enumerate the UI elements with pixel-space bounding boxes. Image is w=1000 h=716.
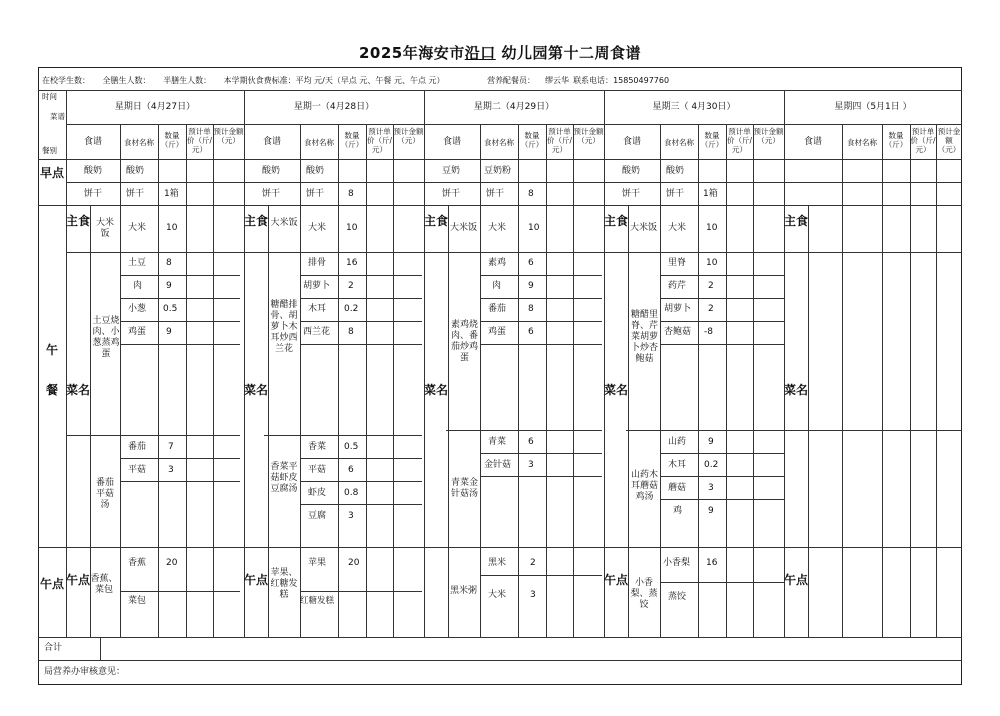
- qty-cell: 8: [166, 258, 172, 268]
- ingredient-cell: 酸奶: [666, 166, 685, 176]
- phone-number: 15850497760: [613, 76, 670, 85]
- ingredient-cell: 胡萝卜: [664, 304, 692, 314]
- col-price: 预计单价（斤/元）: [910, 127, 936, 154]
- col-amount: 预计金额（元）: [393, 127, 424, 145]
- soup-recipe: 青菜金针菇汤: [450, 478, 478, 499]
- meal-snack: 午点: [39, 577, 64, 591]
- col-amount: 预计金额（元）: [213, 127, 244, 145]
- qty-cell: 2: [708, 281, 714, 291]
- col-price: 预计单价（斤/元）: [366, 127, 393, 154]
- ingredient-cell: 菜包: [128, 596, 147, 606]
- ingredient-cell: 肉: [492, 281, 502, 291]
- staple-qty: 10: [166, 223, 178, 233]
- col-qty: 数量（斤）: [340, 131, 364, 149]
- snack-label: 午点: [604, 573, 629, 587]
- qty-cell: 8: [528, 304, 534, 314]
- day-header-thu: 星期四（5月1日 ）: [834, 102, 912, 112]
- qty-cell: 0.8: [344, 488, 359, 498]
- col-amount: 预计金额（元）: [753, 127, 784, 145]
- meal-lunch-b: 餐: [45, 383, 58, 397]
- ingredient-cell: 药芹: [668, 281, 687, 291]
- staple-label: 主食: [784, 214, 809, 228]
- qty-cell: -8: [704, 327, 713, 337]
- staple-label: 主食: [604, 214, 629, 228]
- qty-cell: 1箱: [703, 189, 718, 199]
- col-amount: 预计金额（元）: [573, 127, 604, 145]
- ingredient-cell: 鸡蛋: [488, 327, 507, 337]
- day-header-mon: 星期一（4月28日）: [293, 102, 375, 112]
- ingredient-cell: 蒸饺: [668, 592, 687, 602]
- soup-recipe: 山药木耳蘑菇鸡汤: [630, 470, 658, 502]
- staple-qty: 10: [346, 223, 358, 233]
- ingredient-cell: 饼干: [486, 189, 505, 199]
- corner-meal: 餐别: [42, 146, 57, 155]
- staple-qty: 10: [706, 223, 718, 233]
- staple-recipe: 大米饭: [450, 223, 478, 233]
- col-qty: 数量（斤）: [160, 131, 184, 149]
- ingredient-cell: 大米: [488, 590, 507, 600]
- snack-label: 午点: [66, 573, 91, 587]
- col-qty: 数量（斤）: [700, 131, 724, 149]
- recipe-cell: 豆奶: [442, 166, 461, 176]
- ingredient-cell: 平菇: [308, 465, 327, 475]
- snack-recipe: 苹果、红糖发糕: [270, 568, 298, 600]
- dish-label: 菜名: [66, 383, 91, 397]
- ingredient-cell: 虾皮: [308, 488, 327, 498]
- qty-cell: 1箱: [164, 189, 179, 199]
- col-ingredient: 食材名称: [847, 138, 877, 147]
- qty-cell: 9: [708, 506, 714, 516]
- ingredient-cell: 土豆: [128, 258, 147, 268]
- col-price: 预计单价（斤/元）: [546, 127, 573, 154]
- qty-cell: 3: [530, 590, 536, 600]
- ingredient-cell: 豆腐: [308, 511, 327, 521]
- corner-time: 时间: [42, 92, 57, 101]
- day-header-tue: 星期二（4月29日）: [473, 102, 555, 112]
- page-title: 2025年海安市沿口 幼儿园第十二周食谱: [358, 44, 641, 62]
- ingredient-cell: 番茄: [488, 304, 507, 314]
- staple-ingredient: 大米: [128, 223, 147, 233]
- ingredient-cell: 排骨: [308, 258, 327, 268]
- staple-qty: 10: [528, 223, 540, 233]
- dish-label: 菜名: [424, 383, 449, 397]
- ingredient-cell: 饼干: [306, 189, 325, 199]
- dish-label: 菜名: [244, 383, 269, 397]
- col-recipe: 食谱: [622, 137, 641, 147]
- snack-recipe: 小香梨、蒸饺: [630, 578, 658, 610]
- staple-ingredient: 大米: [308, 223, 327, 233]
- ingredient-cell: 黑米: [488, 558, 507, 568]
- qty-cell: 9: [166, 281, 172, 291]
- ingredient-cell: 木耳: [308, 304, 327, 314]
- dish-recipe: 糖醋排骨、胡萝卜木耳炒西兰花: [270, 300, 298, 354]
- qty-cell: 8: [348, 189, 354, 199]
- day-header-sun: 星期日（4月27日）: [114, 102, 196, 112]
- qty-cell: 6: [348, 465, 354, 475]
- recipe-cell: 饼干: [84, 189, 103, 199]
- ingredient-cell: 小葱: [128, 304, 147, 314]
- qty-cell: 20: [166, 558, 178, 568]
- qty-cell: 6: [528, 258, 534, 268]
- col-price: 预计单价（斤/元）: [726, 127, 753, 154]
- qty-cell: 3: [528, 460, 534, 470]
- ingredient-cell: 素鸡: [488, 258, 507, 268]
- snack-label: 午点: [784, 573, 809, 587]
- ingredient-cell: 香蕉: [128, 558, 147, 568]
- qty-cell: 0.5: [344, 442, 359, 452]
- col-recipe: 食谱: [262, 137, 281, 147]
- fee-standard: 本学期伙食费标准：平均 元/天（早点 元、午餐 元、午点 元）: [223, 76, 445, 85]
- staple-recipe: 大米饭: [95, 218, 114, 239]
- qty-cell: 3: [708, 483, 714, 493]
- ingredient-cell: 西兰花: [303, 327, 331, 337]
- col-ingredient: 食材名称: [484, 138, 514, 147]
- ingredient-cell: 饼干: [126, 189, 145, 199]
- ingredient-cell: 肉: [133, 281, 143, 291]
- phone-label: 联系电话：: [573, 76, 614, 85]
- staple-ingredient: 大米: [668, 223, 687, 233]
- staple-recipe: 大米饭: [270, 218, 298, 228]
- dietitian-label: 营养配餐员：: [487, 76, 536, 85]
- day-header-wed: 星期三（ 4月30日）: [652, 102, 736, 112]
- dish-recipe: 糖醋里脊、芹菜胡萝卜炒杏鲍菇: [630, 310, 658, 364]
- recipe-cell: 酸奶: [622, 166, 641, 176]
- qty-cell: 0.2: [704, 460, 719, 470]
- meal-lunch-a: 午: [45, 343, 58, 357]
- col-qty: 数量（斤）: [520, 131, 544, 149]
- recipe-cell: 酸奶: [262, 166, 281, 176]
- qty-cell: 3: [348, 511, 354, 521]
- ingredient-cell: 香菜: [308, 442, 327, 452]
- ingredient-cell: 番茄: [128, 442, 147, 452]
- snack-recipe: 香蕉、菜包: [90, 574, 118, 595]
- qty-cell: 6: [528, 327, 534, 337]
- qty-cell: 2: [708, 304, 714, 314]
- review-label: 局营养办审核意见：: [44, 667, 126, 677]
- staple-ingredient: 大米: [488, 223, 507, 233]
- meal-breakfast: 早点: [39, 166, 64, 180]
- col-qty: 数量（斤）: [884, 131, 908, 149]
- qty-cell: 8: [528, 189, 534, 199]
- ingredient-cell: 平菇: [128, 465, 147, 475]
- col-price: 预计单价（斤/元）: [186, 127, 213, 154]
- col-ingredient: 食材名称: [124, 138, 154, 147]
- dietitian-name: 缪云华: [545, 76, 570, 85]
- qty-cell: 9: [528, 281, 534, 291]
- qty-cell: 2: [530, 558, 536, 568]
- ingredient-cell: 苹果: [308, 558, 327, 568]
- col-recipe: 食谱: [83, 137, 102, 147]
- recipe-cell: 饼干: [262, 189, 281, 199]
- staple-label: 主食: [244, 214, 269, 228]
- qty-cell: 16: [346, 258, 358, 268]
- ingredient-cell: 山药: [668, 437, 687, 447]
- full-board-label: 全膳生人数：: [102, 76, 151, 85]
- staple-label: 主食: [66, 214, 91, 228]
- ingredient-cell: 青菜: [488, 437, 507, 447]
- ingredient-cell: 胡萝卜: [303, 281, 331, 291]
- qty-cell: 20: [348, 558, 360, 568]
- ingredient-cell: 杏鲍菇: [664, 327, 692, 337]
- qty-cell: 9: [166, 327, 172, 337]
- ingredient-cell: 木耳: [668, 460, 687, 470]
- qty-cell: 8: [348, 327, 354, 337]
- dish-label: 菜名: [604, 383, 629, 397]
- qty-cell: 16: [706, 558, 718, 568]
- col-amount: 预计金额（元）: [937, 127, 961, 154]
- qty-cell: 9: [708, 437, 714, 447]
- ingredient-cell: 酸奶: [126, 166, 145, 176]
- town-name: 沿口: [464, 44, 496, 62]
- half-board-label: 半膳生人数：: [163, 76, 212, 85]
- recipe-cell: 酸奶: [84, 166, 103, 176]
- dish-recipe: 土豆烧肉、小葱蒸鸡蛋: [92, 316, 120, 359]
- dish-label: 菜名: [784, 383, 809, 397]
- students-label: 在校学生数：: [42, 76, 90, 85]
- snack-label: 午点: [244, 573, 269, 587]
- qty-cell: 2: [348, 281, 354, 291]
- staple-recipe: 大米饭: [630, 223, 658, 233]
- col-ingredient: 食材名称: [304, 138, 334, 147]
- ingredient-cell: 里脊: [668, 258, 687, 268]
- snack-recipe: 黑米粥: [450, 586, 478, 596]
- corner-menu: 菜谱: [50, 112, 65, 121]
- col-recipe: 食谱: [442, 137, 461, 147]
- info-row: [42, 75, 962, 86]
- ingredient-cell: 酸奶: [306, 166, 325, 176]
- col-ingredient: 食材名称: [664, 138, 694, 147]
- ingredient-cell: 豆奶粉: [484, 166, 512, 176]
- ingredient-cell: 鸡蛋: [128, 327, 147, 337]
- soup-recipe: 香菜平菇虾皮豆腐汤: [270, 462, 298, 494]
- qty-cell: 3: [168, 465, 174, 475]
- qty-cell: 0.5: [163, 304, 178, 314]
- total-label: 合计: [44, 643, 63, 653]
- dish-recipe: 素鸡烧肉、番茄炒鸡蛋: [450, 320, 478, 363]
- qty-cell: 10: [706, 258, 718, 268]
- col-recipe: 食谱: [803, 137, 822, 147]
- soup-recipe: 番茄平菇汤: [95, 478, 114, 510]
- ingredient-cell: 蘑菇: [668, 483, 687, 493]
- qty-cell: 0.2: [344, 304, 359, 314]
- ingredient-cell: 鸡: [673, 506, 683, 516]
- qty-cell: 6: [528, 437, 534, 447]
- ingredient-cell: 金针菇: [484, 460, 512, 470]
- qty-cell: 7: [168, 442, 174, 452]
- staple-label: 主食: [424, 214, 449, 228]
- ingredient-cell: 红糖发糕: [300, 596, 335, 606]
- ingredient-cell: 小香梨: [663, 558, 691, 568]
- ingredient-cell: 饼干: [666, 189, 685, 199]
- recipe-cell: 饼干: [442, 189, 461, 199]
- recipe-cell: 饼干: [622, 189, 641, 199]
